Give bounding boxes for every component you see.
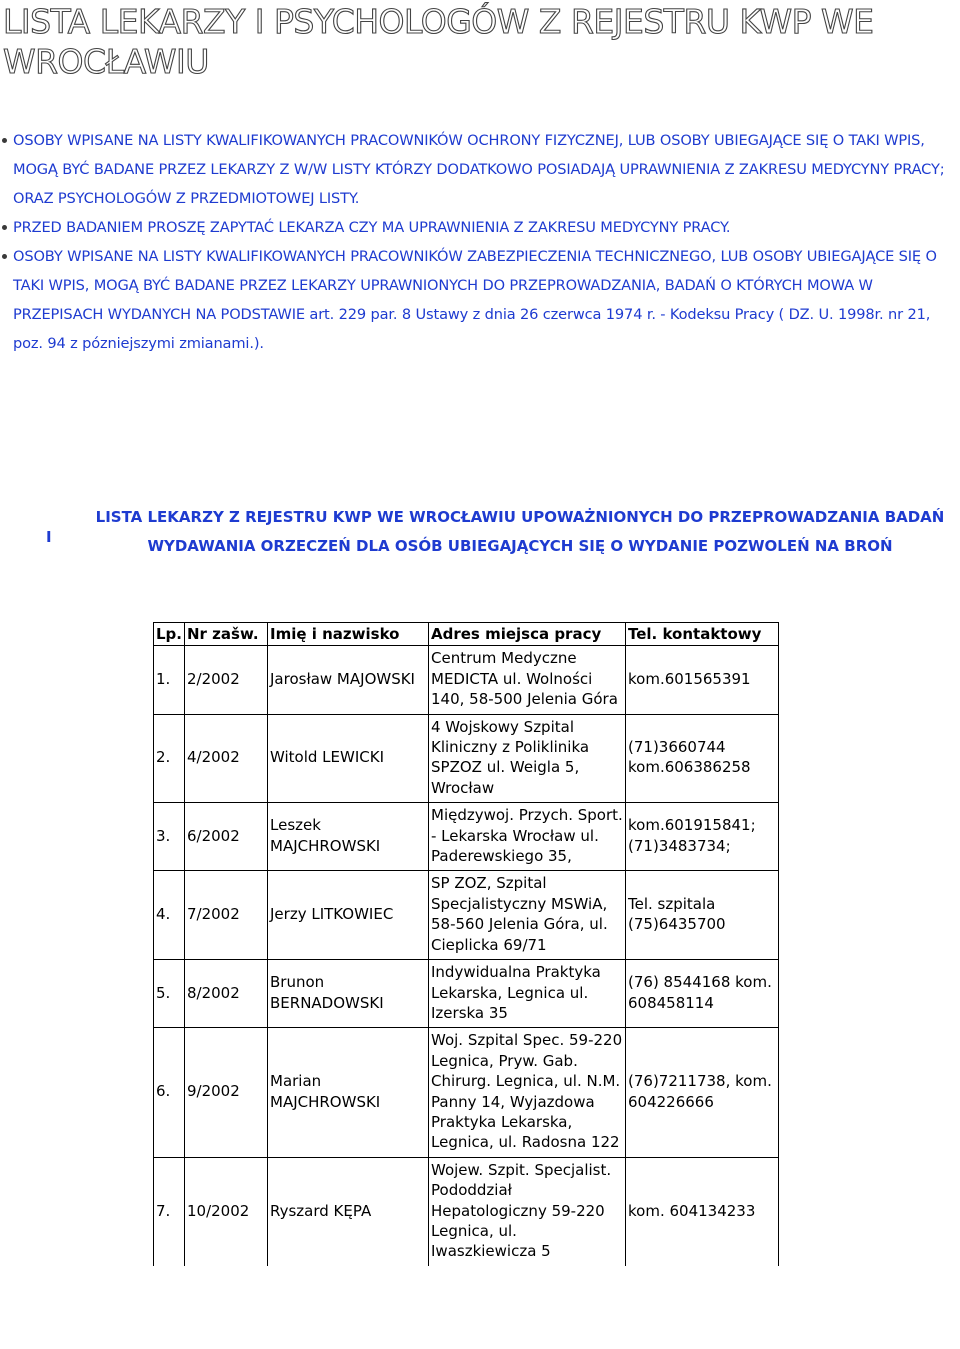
cell-name: Jerzy LITKOWIEC [268,871,429,960]
cell-nr: 2/2002 [185,646,268,714]
note-item [0,242,960,358]
cell-name: Marian MAJCHROWSKI [268,1028,429,1157]
header-name: Imię i nazwisko [268,623,429,646]
cell-lp: 4. [154,871,185,960]
cell-name: Brunon BERNADOWSKI [268,960,429,1028]
note-item [0,126,960,213]
cell-tel: kom.601915841; (71)3483734; [626,803,779,871]
cell-tel: (76)7211738, kom. 604226666 [626,1028,779,1157]
cell-nr: 4/2002 [185,714,268,803]
cell-name: Witold LEWICKI [268,714,429,803]
cell-nr: 10/2002 [185,1157,268,1266]
table-row [154,714,779,803]
table-row [154,1028,779,1157]
cell-name: Ryszard KĘPA [268,1157,429,1266]
header-lp: Lp. [154,623,185,646]
page-title: LISTA LEKARZY I PSYCHOLOGÓW Z REJESTRU KWP WE WROCŁAWIU [3,2,874,81]
section-heading-line: LISTA LEKARZY Z REJESTRU KWP WE WROCŁAWIU UPOWAŻNIONYCH DO PRZEPROWADZANIA BADAŃ [95,508,945,526]
table-row [154,960,779,1028]
cell-lp: 7. [154,1157,185,1266]
section-number: I [46,528,52,546]
cell-address: Woj. Szpital Spec. 59-220 Legnica, Pryw. Gab. Chirurg. Legnica, ul. N.M. Panny 14, Wyjazdowa Praktyka Lekarska, Legnica, ul. Radosna 122 [429,1028,626,1157]
cell-tel: Tel. szpitala (75)6435700 [626,871,779,960]
note-text: OSOBY WPISANE NA LISTY KWALIFIKOWANYCH PRACOWNIKÓW OCHRONY FIZYCZNEJ, LUB OSOBY UBIEGAJĄCE SIĘ O TAKI WPIS, MOGĄ BYĆ BADANE PRZEZ LEKARZY Z W/W LISTY KTÓRZY DODATKOWO POSIADAJĄ UPRAWNIENIA Z ZAKRESU MEDYCYNY PRACY; ORAZ PSYCHOLOGÓW Z PRZEDMIOTOWEJ LISTY. [13,132,945,207]
cell-tel: kom.601565391 [626,646,779,714]
table-row [154,803,779,871]
cell-name: Jarosław MAJOWSKI [268,646,429,714]
cell-address: Indywidualna Praktyka Lekarska, Legnica ul. Izerska 35 [429,960,626,1028]
cell-address: Wojew. Szpit. Specjalist. Pododdział Hepatologiczny 59-220 Legnica, ul. Iwaszkiewicza 5 [429,1157,626,1266]
cell-nr: 9/2002 [185,1028,268,1157]
section-heading [80,503,960,561]
doctors-table [153,622,779,1266]
notes-list [0,126,960,358]
cell-address: Centrum Medyczne MEDICTA ul. Wolności 140, 58-500 Jelenia Góra [429,646,626,714]
cell-nr: 8/2002 [185,960,268,1028]
bullet-icon [2,254,7,259]
cell-tel: kom. 604134233 [626,1157,779,1266]
note-text: PRZED BADANIEM PROSZĘ ZAPYTAĆ LEKARZA CZY MA UPRAWNIENIA Z ZAKRESU MEDYCYNY PRACY. [13,219,731,236]
cell-address: Międzywoj. Przych. Sport. - Lekarska Wrocław ul. Paderewskiego 35, [429,803,626,871]
note-item [0,213,960,242]
cell-address: SP ZOZ, Szpital Specjalistyczny MSWiA, 58-560 Jelenia Góra, ul. Cieplicka 69/71 [429,871,626,960]
cell-nr: 6/2002 [185,803,268,871]
cell-tel: (71)3660744 kom.606386258 [626,714,779,803]
cell-lp: 1. [154,646,185,714]
cell-nr: 7/2002 [185,871,268,960]
header-nr: Nr zašw. [185,623,268,646]
table-row [154,646,779,714]
cell-lp: 5. [154,960,185,1028]
cell-address: 4 Wojskowy Szpital Kliniczny z Poliklinika SPZOZ ul. Weigla 5, Wrocław [429,714,626,803]
cell-name: Leszek MAJCHROWSKI [268,803,429,871]
header-tel: Tel. kontaktowy [626,623,779,646]
table-row [154,1157,779,1266]
table-header-row [154,623,779,646]
cell-tel: (76) 8544168 kom. 608458114 [626,960,779,1028]
cell-lp: 2. [154,714,185,803]
table-row [154,871,779,960]
note-text: OSOBY WPISANE NA LISTY KWALIFIKOWANYCH PRACOWNIKÓW ZABEZPIECZENIA TECHNICZNEGO, LUB OSOBY UBIEGAJĄCE SIĘ O TAKI WPIS, MOGĄ BYĆ BADANE PRZEZ LEKARZY UPRAWNIONYCH DO PRZEPROWADZANIA, BADAŃ O KTÓRYCH MOWA W PRZEPISACH WYDANYCH NA PODSTAWIE art. 229 par. 8 Ustawy z dnia 26 czerwca 1974 r. - Kodeksu Pracy ( DZ. U. 1998r. nr 21, poz. 94 z pózniejszymi zmianami.). [13,248,937,352]
cell-lp: 3. [154,803,185,871]
header-address: Adres miejsca pracy [429,623,626,646]
section-heading-line: WYDAWANIA ORZECZEŃ DLA OSÓB UBIEGAJĄCYCH SIĘ O WYDANIE POZWOLEŃ NA BROŃ [147,537,893,555]
bullet-icon [2,138,7,143]
bullet-icon [2,225,7,230]
cell-lp: 6. [154,1028,185,1157]
